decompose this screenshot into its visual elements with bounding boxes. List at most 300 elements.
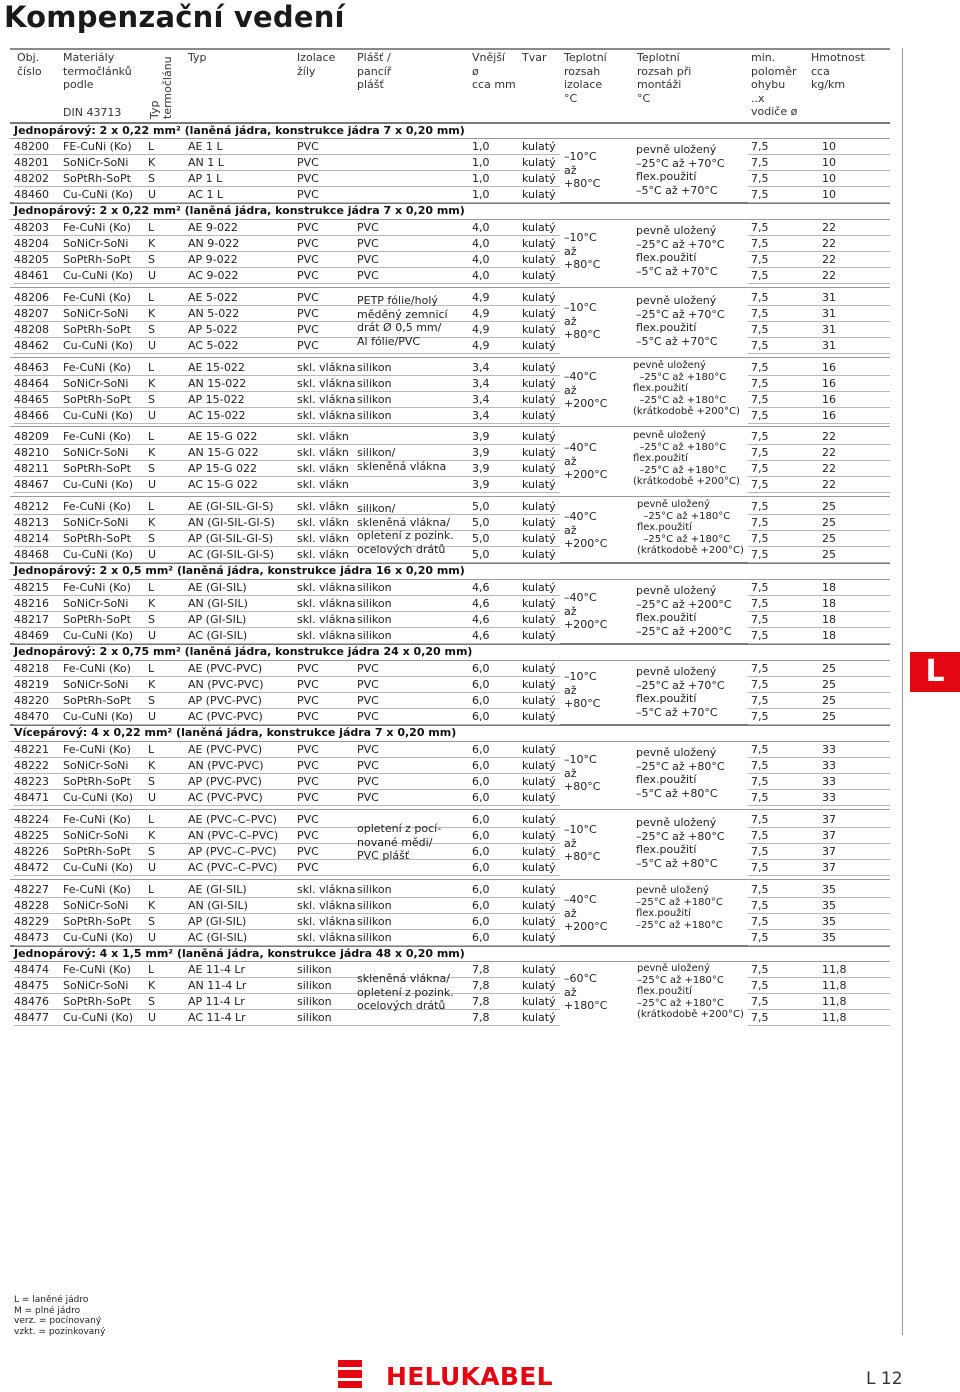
cell-iz: PVC — [297, 172, 319, 185]
section-rule — [10, 426, 890, 427]
cell-mat: SoNiCr-SoNi — [63, 237, 129, 250]
cell-tv: kulatý — [522, 845, 556, 858]
cell-mat: SoNiCr-SoNi — [63, 899, 129, 912]
table-row — [14, 171, 888, 187]
cell-typ: AP (PVC-PVC) — [188, 694, 262, 707]
cell-tp: S — [148, 253, 155, 266]
cell-tv: kulatý — [522, 237, 556, 250]
cell-hm: 11,8 — [822, 1011, 847, 1024]
cell-mat: SoNiCr-SoNi — [63, 979, 129, 992]
cell-vn: 7,8 — [472, 963, 490, 976]
header-obj: Obj. číslo — [17, 51, 42, 78]
cell-no: 48468 — [14, 548, 49, 561]
table-row — [14, 461, 888, 477]
cell-mat: Fe-CuNi (Ko) — [63, 361, 131, 374]
cell-typ: AP (GI-SIL) — [188, 613, 247, 626]
cell-iz: skl. vlákn — [297, 548, 349, 561]
cell-no: 48226 — [14, 845, 49, 858]
cell-tv: kulatý — [522, 221, 556, 234]
cell-hm: 16 — [822, 361, 836, 374]
cell-typ: AP (GI-SIL) — [188, 915, 247, 928]
cell-mat: SoNiCr-SoNi — [63, 829, 129, 842]
group-heading: Jednopárový: 2 x 0,75 mm² (laněná jádra, konstrukce jádra 24 x 0,20 mm) — [14, 645, 473, 658]
footnote-item: vzkt. = pozinkovaný — [14, 1326, 106, 1337]
cell-no: 48466 — [14, 409, 49, 422]
row-rule — [14, 643, 560, 644]
header-typ-termoclanku — [148, 49, 174, 119]
cell-vn: 4,6 — [472, 597, 490, 610]
brand-logo: HELUKABEL — [386, 1362, 553, 1391]
merged-cell-text: –10°C až +80°C — [564, 231, 601, 272]
cell-tp: L — [148, 221, 155, 234]
cell-tp: U — [148, 548, 157, 561]
cell-vn: 3,4 — [472, 409, 490, 422]
cell-tv: kulatý — [522, 409, 556, 422]
cell-no: 48227 — [14, 883, 49, 896]
merged-cell-text: silikon/ skleněná vlákna/ opletení z pozink. ocelových drátů — [357, 502, 454, 557]
table-right-border — [902, 48, 903, 1335]
cell-iz: skl. vlákna — [297, 629, 356, 642]
table-row — [14, 844, 888, 860]
cell-iz: PVC — [297, 791, 319, 804]
cell-pl: silikon — [357, 361, 392, 374]
cell-mat: SoNiCr-SoNi — [63, 446, 129, 459]
cell-typ: AP (PVC-PVC) — [188, 775, 262, 788]
cell-pl: PVC — [357, 662, 379, 675]
row-rule — [14, 492, 560, 493]
cell-pl: PVC — [357, 221, 379, 234]
cell-hm: 35 — [822, 883, 836, 896]
cell-typ: AE 15-022 — [188, 361, 245, 374]
cell-hm: 16 — [822, 393, 836, 406]
table-row — [14, 612, 888, 628]
cell-iz: skl. vlákna — [297, 883, 356, 896]
cell-no: 48222 — [14, 759, 49, 772]
cell-vn: 4,6 — [472, 613, 490, 626]
footnotes — [14, 1295, 105, 1337]
table-row — [14, 236, 888, 252]
cell-tv: kulatý — [522, 361, 556, 374]
cell-iz: skl. vlákna — [297, 361, 356, 374]
cell-vn: 1,0 — [472, 172, 490, 185]
table-row — [14, 220, 888, 236]
cell-iz: PVC — [297, 307, 319, 320]
cell-tv: kulatý — [522, 861, 556, 874]
cell-mo: 7,5 — [751, 291, 769, 304]
section-rule — [10, 879, 890, 880]
cell-mat: SoNiCr-SoNi — [63, 377, 129, 390]
cell-no: 48464 — [14, 377, 49, 390]
cell-mo: 7,5 — [751, 694, 769, 707]
cell-mo: 7,5 — [751, 516, 769, 529]
cell-iz: PVC — [297, 237, 319, 250]
cell-mo: 7,5 — [751, 597, 769, 610]
header-hmotnost: Hmotnost cca kg/km — [811, 51, 865, 92]
cell-vn: 7,8 — [472, 1011, 490, 1024]
cell-hm: 25 — [822, 710, 836, 723]
cell-tv: kulatý — [522, 393, 556, 406]
row-rule — [14, 202, 560, 203]
cell-tp: K — [148, 307, 156, 320]
cell-vn: 4,0 — [472, 269, 490, 282]
cell-no: 48218 — [14, 662, 49, 675]
cell-mo: 7,5 — [751, 532, 769, 545]
cell-iz: PVC — [297, 188, 319, 201]
cell-iz: silikon — [297, 995, 332, 1008]
cell-mo: 7,5 — [751, 237, 769, 250]
cell-mat: Cu-CuNi (Ko) — [63, 339, 134, 352]
cell-mat: Fe-CuNi (Ko) — [63, 963, 131, 976]
cell-mat: Cu-CuNi (Ko) — [63, 478, 134, 491]
header-teplota-izolace: Teplotní rozsah izolace °C — [564, 51, 607, 105]
cell-mo: 7,5 — [751, 678, 769, 691]
cell-no: 48200 — [14, 140, 49, 153]
cell-mo: 7,5 — [751, 931, 769, 944]
cell-typ: AP 11-4 Lr — [188, 995, 245, 1008]
cell-tv: kulatý — [522, 813, 556, 826]
cell-vn: 6,0 — [472, 931, 490, 944]
cell-hm: 18 — [822, 629, 836, 642]
cell-no: 48474 — [14, 963, 49, 976]
cell-hm: 37 — [822, 829, 836, 842]
cell-no: 48223 — [14, 775, 49, 788]
table-row — [14, 860, 888, 876]
cell-tp: K — [148, 899, 156, 912]
cell-tp: S — [148, 393, 155, 406]
cell-vn: 6,0 — [472, 694, 490, 707]
cell-typ: AE (GI-SIL) — [188, 581, 247, 594]
cell-hm: 33 — [822, 775, 836, 788]
cell-typ: AC 1 L — [188, 188, 224, 201]
cell-mat: Fe-CuNi (Ko) — [63, 500, 131, 513]
cell-tv: kulatý — [522, 339, 556, 352]
cell-vn: 4,9 — [472, 323, 490, 336]
cell-mo: 7,5 — [751, 172, 769, 185]
cell-typ: AE (PVC–C–PVC) — [188, 813, 277, 826]
cell-mo: 7,5 — [751, 307, 769, 320]
cell-vn: 6,0 — [472, 678, 490, 691]
cell-mat: SoPtRh-SoPt — [63, 253, 131, 266]
cell-tp: L — [148, 963, 155, 976]
table-row — [14, 580, 888, 596]
cell-no: 48215 — [14, 581, 49, 594]
cell-tv: kulatý — [522, 291, 556, 304]
cell-vn: 6,0 — [472, 791, 490, 804]
cell-tp: S — [148, 775, 155, 788]
cell-mat: Fe-CuNi (Ko) — [63, 221, 131, 234]
cell-no: 48473 — [14, 931, 49, 944]
cell-tp: K — [148, 678, 156, 691]
cell-tv: kulatý — [522, 172, 556, 185]
merged-cell-text: –10°C až +80°C — [564, 753, 601, 794]
table-row — [14, 790, 888, 806]
cell-hm: 11,8 — [822, 995, 847, 1008]
section-rule — [10, 357, 890, 358]
row-rule — [14, 353, 560, 354]
cell-mo: 7,5 — [751, 829, 769, 842]
cell-iz: PVC — [297, 269, 319, 282]
merged-cell-text: pevně uložený –25°C až +80°C flex.použití –5°C až +80°C — [636, 816, 725, 871]
cell-typ: AP 9-022 — [188, 253, 238, 266]
cell-vn: 7,8 — [472, 995, 490, 1008]
cell-hm: 11,8 — [822, 979, 847, 992]
cell-hm: 37 — [822, 861, 836, 874]
cell-vn: 6,0 — [472, 759, 490, 772]
cell-tp: L — [148, 581, 155, 594]
cell-tv: kulatý — [522, 500, 556, 513]
cell-mat: Fe-CuNi (Ko) — [63, 581, 131, 594]
cell-vn: 6,0 — [472, 845, 490, 858]
header-min-ohybu: min. poloměr ohybu ..x vodiče ø — [751, 51, 798, 119]
cell-tv: kulatý — [522, 462, 556, 475]
cell-typ: AE 5-022 — [188, 291, 238, 304]
cell-typ: AE (GI-SIL-GI-S) — [188, 500, 274, 513]
row-rule — [748, 353, 890, 354]
footnote-item: verz. = pocínovaný — [14, 1316, 102, 1326]
row-rule — [14, 283, 560, 284]
cell-mat: SoPtRh-SoPt — [63, 995, 131, 1008]
cell-tp: L — [148, 813, 155, 826]
row-rule — [748, 945, 890, 946]
cell-tv: kulatý — [522, 446, 556, 459]
cell-iz: skl. vlákn — [297, 532, 349, 545]
cell-mo: 7,5 — [751, 1011, 769, 1024]
cell-mo: 7,5 — [751, 883, 769, 896]
cell-iz: skl. vlákn — [297, 430, 349, 443]
cell-no: 48229 — [14, 915, 49, 928]
table-row — [14, 758, 888, 774]
cell-no: 48224 — [14, 813, 49, 826]
cell-typ: AC (GI-SIL-GI-S) — [188, 548, 275, 561]
row-rule — [748, 492, 890, 493]
cell-tp: U — [148, 1011, 157, 1024]
table-row — [14, 898, 888, 914]
cell-iz: skl. vlákn — [297, 446, 349, 459]
table-row — [14, 477, 888, 493]
cell-no: 48228 — [14, 899, 49, 912]
merged-cell-text: pevně uložený –25°C až +180°C flex.použití –25°C až +180°C (krátkodobě +200°C) — [637, 499, 744, 557]
cell-tv: kulatý — [522, 710, 556, 723]
cell-tp: S — [148, 845, 155, 858]
cell-tv: kulatý — [522, 678, 556, 691]
cell-hm: 25 — [822, 678, 836, 691]
cell-iz: skl. vlákna — [297, 613, 356, 626]
cell-iz: PVC — [297, 743, 319, 756]
cell-vn: 4,0 — [472, 221, 490, 234]
cell-pl: silikon — [357, 409, 392, 422]
cell-vn: 3,9 — [472, 430, 490, 443]
cell-hm: 25 — [822, 548, 836, 561]
cell-mo: 7,5 — [751, 979, 769, 992]
cell-mo: 7,5 — [751, 140, 769, 153]
cell-hm: 33 — [822, 743, 836, 756]
merged-cell-text: pevně uložený –25°C až +70°C flex.použití –5°C až +70°C — [636, 224, 725, 279]
cell-typ: AN (GI-SIL-GI-S) — [188, 516, 275, 529]
header-typ: Typ — [188, 51, 207, 64]
cell-typ: AE (GI-SIL) — [188, 883, 247, 896]
cell-no: 48205 — [14, 253, 49, 266]
cell-typ: AP 15-G 022 — [188, 462, 258, 475]
row-rule — [14, 724, 560, 725]
cell-mat: Cu-CuNi (Ko) — [63, 548, 134, 561]
cell-hm: 37 — [822, 845, 836, 858]
cell-typ: AC (PVC–C–PVC) — [188, 861, 278, 874]
cell-tp: U — [148, 931, 157, 944]
cell-no: 48203 — [14, 221, 49, 234]
cell-tp: U — [148, 339, 157, 352]
header-materials: Materiály termočlánků podle — [63, 51, 132, 92]
cell-pl: PVC — [357, 253, 379, 266]
cell-no: 48217 — [14, 613, 49, 626]
merged-cell-text: –10°C až +80°C — [564, 150, 601, 191]
cell-hm: 33 — [822, 759, 836, 772]
cell-tp: L — [148, 140, 155, 153]
cell-pl: silikon — [357, 931, 392, 944]
cell-tv: kulatý — [522, 662, 556, 675]
table-row — [14, 828, 888, 844]
cell-mat: Cu-CuNi (Ko) — [63, 269, 134, 282]
cell-typ: AE 11-4 Lr — [188, 963, 246, 976]
cell-typ: AE 15-G 022 — [188, 430, 258, 443]
merged-cell-text: pevně uložený –25°C až +180°C flex.použití –25°C až +180°C — [636, 885, 723, 931]
cell-no: 48216 — [14, 597, 49, 610]
cell-mo: 7,5 — [751, 221, 769, 234]
cell-pl: PVC — [357, 791, 379, 804]
cell-tp: L — [148, 430, 155, 443]
cell-mo: 7,5 — [751, 899, 769, 912]
cell-tp: U — [148, 409, 157, 422]
cell-mo: 7,5 — [751, 446, 769, 459]
cell-iz: PVC — [297, 323, 319, 336]
merged-cell-text: –10°C až +80°C — [564, 823, 601, 864]
merged-cell-text: pevně uložený –25°C až +70°C flex.použití –5°C až +70°C — [636, 294, 725, 349]
cell-mat: Cu-CuNi (Ko) — [63, 931, 134, 944]
cell-hm: 18 — [822, 613, 836, 626]
cell-iz: PVC — [297, 291, 319, 304]
merged-cell-text: pevně uložený –25°C až +80°C flex.použití –5°C až +80°C — [636, 746, 725, 801]
cell-tp: U — [148, 629, 157, 642]
merged-cell-text: PETP fólie/holý měděný zemnicí drát Ø 0,5 mm/ Al fólie/PVC — [357, 294, 448, 349]
table-row — [14, 445, 888, 461]
cell-vn: 3,4 — [472, 361, 490, 374]
cell-tv: kulatý — [522, 899, 556, 912]
cell-typ: AC (GI-SIL) — [188, 629, 248, 642]
cell-vn: 6,0 — [472, 743, 490, 756]
cell-iz: PVC — [297, 678, 319, 691]
cell-vn: 4,6 — [472, 581, 490, 594]
cell-tv: kulatý — [522, 532, 556, 545]
cell-tv: kulatý — [522, 156, 556, 169]
cell-typ: AN 1 L — [188, 156, 224, 169]
table-row — [14, 322, 888, 338]
merged-cell-text: pevně uložený –25°C až +180°C flex.použití –25°C až +180°C (krátkodobě +200°C) — [637, 963, 744, 1021]
row-rule — [748, 423, 890, 424]
section-rule — [10, 287, 890, 288]
table-row — [14, 742, 888, 758]
header-tvar: Tvar — [522, 51, 547, 64]
cell-pl: silikon — [357, 883, 392, 896]
cell-mo: 7,5 — [751, 323, 769, 336]
cell-no: 48221 — [14, 743, 49, 756]
cell-pl: PVC — [357, 694, 379, 707]
cell-mo: 7,5 — [751, 861, 769, 874]
cell-vn: 1,0 — [472, 140, 490, 153]
cell-hm: 31 — [822, 291, 836, 304]
cell-typ: AN (PVC–C–PVC) — [188, 829, 279, 842]
cell-tv: kulatý — [522, 377, 556, 390]
cell-no: 48477 — [14, 1011, 49, 1024]
cell-iz: PVC — [297, 140, 319, 153]
cell-iz: skl. vlákna — [297, 915, 356, 928]
cell-mat: Fe-CuNi (Ko) — [63, 743, 131, 756]
cell-tp: U — [148, 710, 157, 723]
cell-hm: 22 — [822, 462, 836, 475]
cell-hm: 22 — [822, 253, 836, 266]
cell-typ: AN (PVC-PVC) — [188, 759, 264, 772]
header-izolace: Izolace žíly — [297, 51, 336, 78]
cell-hm: 22 — [822, 446, 836, 459]
cell-typ: AC (PVC-PVC) — [188, 710, 263, 723]
cell-vn: 6,0 — [472, 829, 490, 842]
cell-no: 48461 — [14, 269, 49, 282]
cell-tv: kulatý — [522, 581, 556, 594]
cell-iz: PVC — [297, 221, 319, 234]
cell-no: 48470 — [14, 710, 49, 723]
cell-mat: SoPtRh-SoPt — [63, 323, 131, 336]
cell-hm: 22 — [822, 478, 836, 491]
cell-no: 48460 — [14, 188, 49, 201]
group-heading: Jednopárový: 2 x 0,22 mm² (laněná jádra, konstrukce jádra 7 x 0,20 mm) — [14, 124, 465, 137]
cell-tp: K — [148, 759, 156, 772]
cell-mat: Cu-CuNi (Ko) — [63, 409, 134, 422]
merged-cell-text: skleněná vlákna/ opletení z pozink. ocelových drátů — [357, 972, 454, 1013]
cell-mo: 7,5 — [751, 339, 769, 352]
table-row — [14, 155, 888, 171]
cell-mat: Cu-CuNi (Ko) — [63, 861, 134, 874]
cell-tp: K — [148, 377, 156, 390]
cell-iz: silikon — [297, 979, 332, 992]
merged-cell-text: pevně uložený –25°C až +180°C flex.použití –25°C až +180°C (krátkodobě +200°C) — [633, 430, 740, 488]
table-row — [14, 677, 888, 693]
cell-iz: PVC — [297, 775, 319, 788]
helukabel-logo-icon — [338, 1360, 362, 1388]
cell-typ: AC 15-G 022 — [188, 478, 258, 491]
cell-iz: skl. vlákn — [297, 462, 349, 475]
cell-iz: PVC — [297, 156, 319, 169]
cell-tp: L — [148, 743, 155, 756]
cell-no: 48210 — [14, 446, 49, 459]
cell-no: 48206 — [14, 291, 49, 304]
cell-tp: S — [148, 613, 155, 626]
cell-tp: K — [148, 597, 156, 610]
cell-typ: AN 5-022 — [188, 307, 240, 320]
cell-no: 48471 — [14, 791, 49, 804]
merged-cell-text: –40°C až +200°C — [564, 441, 608, 482]
cell-mat: Fe-CuNi (Ko) — [63, 883, 131, 896]
cell-mo: 7,5 — [751, 253, 769, 266]
cell-tp: S — [148, 172, 155, 185]
cell-vn: 3,4 — [472, 377, 490, 390]
cell-tp: U — [148, 478, 157, 491]
cell-pl: silikon — [357, 393, 392, 406]
cell-vn: 4,0 — [472, 253, 490, 266]
cell-typ: AN (GI-SIL) — [188, 597, 248, 610]
cell-tp: K — [148, 156, 156, 169]
cell-no: 48214 — [14, 532, 49, 545]
cell-tv: kulatý — [522, 188, 556, 201]
table-row — [14, 661, 888, 677]
cell-mat: Cu-CuNi (Ko) — [63, 710, 134, 723]
